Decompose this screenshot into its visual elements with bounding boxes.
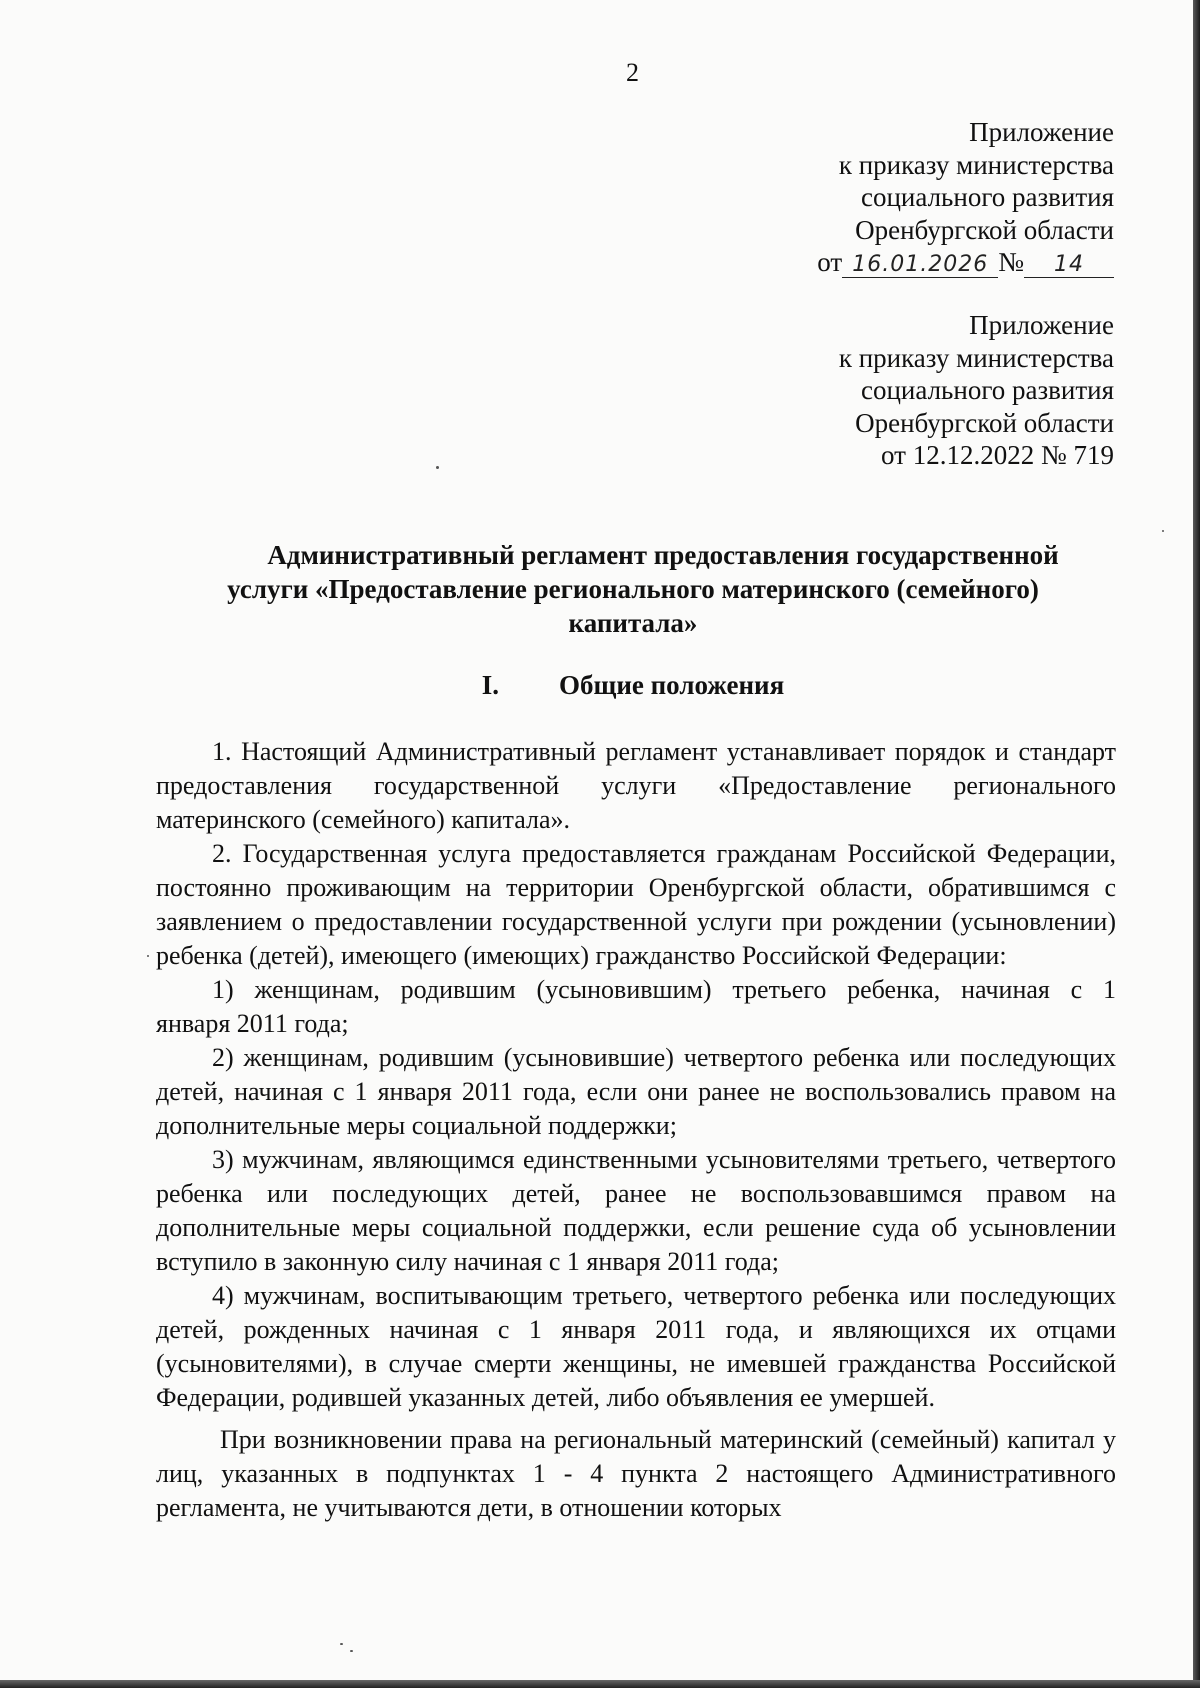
paragraph-1: 1. Настоящий Административный регламент устанавливает порядок и стандарт предоставления государственной услуги «Предоставление регионального материнского (семейного) капитала».: [156, 737, 1116, 834]
scan-speck: [1162, 530, 1164, 532]
document-title: [150, 538, 1116, 640]
section-heading: [150, 670, 1116, 701]
list-item-1-line-1: 1) женщинам, родившим (усыновившим) третьего ребенка, начиная с 1: [212, 975, 1116, 1004]
date-prefix: от: [817, 247, 843, 277]
appendix-block-new: [817, 116, 1114, 279]
title-line-2: услуги «Предоставление регионального материнского (семейного): [227, 574, 1039, 604]
appendix-label: Приложение: [969, 310, 1114, 340]
title-line-3: капитала»: [568, 608, 698, 638]
page-number: 2: [626, 58, 639, 87]
list-item-3: 3) мужчинам, являющимся единственными усыновителями третьего, четвертого ребенка или последующих детей, ранее не воспользовавшимся правом на дополнительные меры социальной поддержки, если решение суда об усыновлении вступило в законную силу начиная с 1 января 2011 года;: [156, 1145, 1116, 1276]
title-line-1: Административный регламент предоставления государственной: [267, 540, 1059, 570]
list-item-1-line-2: января 2011 года;: [156, 1009, 349, 1038]
appendix-label: Приложение: [969, 117, 1114, 147]
list-item-4: 4) мужчинам, воспитывающим третьего, четвертого ребенка или последующих детей, рожденных начиная с 1 января 2011 года, и являющихся их отцами (усыновителями), в случае смерти женщины, не имевшей гражданства Российской Федерации, родившей указанных детей, либо объявления ее умершей.: [156, 1281, 1116, 1412]
scan-speck: [436, 466, 439, 469]
appendix-date-line: [817, 246, 1114, 279]
appendix-block-original: [839, 309, 1114, 472]
number-sign: №: [998, 247, 1024, 277]
appendix-order-line: к приказу министерства: [838, 342, 1114, 373]
section-title: Общие положения: [559, 670, 785, 700]
appendix-ministry-line: социального развития: [860, 182, 1114, 212]
paragraph-tail: При возникновении права на региональный материнский (семейный) капитал у лиц, указанных в подпунктах 1 - 4 пункта 2 настоящего Административного регламента, не учитываются дети, в отношении которых: [156, 1425, 1116, 1522]
appendix-order-line: к приказу министерства: [838, 149, 1114, 180]
appendix-ministry-line: социального развития: [860, 375, 1114, 405]
scan-speck: [147, 955, 149, 957]
appendix-date-number-line: от 12.12.2022 № 719: [881, 440, 1114, 470]
scan-edge-bottom: [0, 1680, 1200, 1688]
list-item-2: 2) женщинам, родившим (усыновившие) четвертого ребенка или последующих детей, начиная с 1 января 2011 года, если они ранее не воспользовались правом на дополнительные меры социальной поддержки;: [156, 1043, 1116, 1140]
scan-speck: [350, 1650, 353, 1652]
appendix-region-line: Оренбургской области: [855, 214, 1114, 245]
document-body: [156, 735, 1116, 1525]
paragraph-2: 2. Государственная услуга предоставляется гражданам Российской Федерации, постоянно проживающим на территории Оренбургской области, обратившимся с заявлением о предоставлении государственной услуги при рождении (усыновлении) ребенка (детей), имеющего (имеющих) гражданство Российской Федерации:: [156, 839, 1116, 970]
appendix-region-line: Оренбургской области: [855, 407, 1114, 438]
handwritten-number: 14: [1024, 253, 1114, 278]
scan-speck: [340, 1643, 343, 1645]
scan-edge-right: [1193, 0, 1200, 1688]
section-number: I.: [481, 670, 500, 700]
handwritten-date: 16.01.2026: [842, 253, 998, 278]
